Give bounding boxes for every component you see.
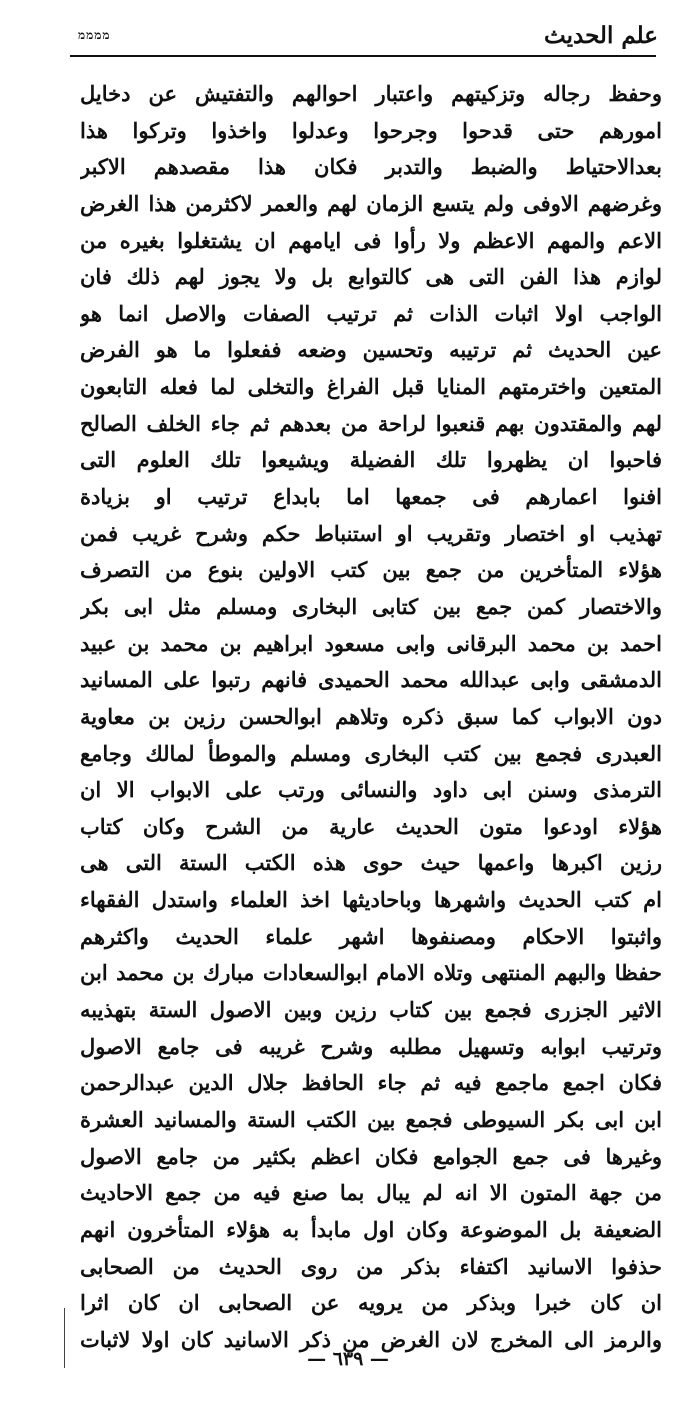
text-line: هؤلاء المتأخرين من جمع بين كتب الاولين بنوع من التصرف: [80, 557, 662, 583]
text-line: لوازم هذا الفن التى هى كالتوابع بل ولا يجوز لهم ذلك فان: [80, 264, 662, 290]
text-line: الدمشقى وابى عبدالله محمد الحميدى فانهم رتبوا على المسانيد: [80, 667, 662, 693]
text-line: فاحبوا ان يظهروا تلك الفضيلة ويشيعوا تلك العلوم التى: [80, 447, 662, 473]
text-line: حفظا والبهم المنتهى وتلاه الامام ابوالسعادات مبارك بن محمد ابن: [80, 960, 662, 986]
text-line: عين الحديث ثم ترتيبه وتحسين وضعه ففعلوا ما هو الفرض: [80, 337, 662, 363]
text-line: العبدرى فجمع بين كتب البخارى ومسلم والموطأ لمالك وجامع: [80, 740, 662, 766]
text-line: حذفوا الاسانيد اكتفاء بذكر من روى الحديث من الصحابى: [80, 1253, 662, 1279]
text-line: الواجب اولا اثبات الذات ثم ترتيب الصفات والاصل انما هو: [80, 300, 662, 326]
text-line: وترتيب ابوابه وتسهيل مطلبه وشرح غريبه فى جامع الاصول: [80, 1033, 662, 1059]
text-line: بعدالاحتياط والضبط والتدبر فكان هذا مقصدهم الاكبر: [80, 154, 662, 180]
text-line: رزين اكبرها واعمها حيث حوى هذه الكتب الستة التى هى: [80, 850, 662, 876]
text-line: الاعم والمهم الاعظم ولا رأوا فى ايامهم ان يشتغلوا بغيره من: [80, 227, 662, 253]
text-line: افنوا اعمارهم فى جمعها اما بابداع ترتيب او بزيادة: [80, 484, 662, 510]
text-line: ابن ابى بكر السيوطى فجمع بين الكتب الستة والمسانيد العشرة: [80, 1106, 662, 1132]
text-line: فكان اجمع ماجمع فيه ثم جاء الحافظ جلال الدين عبدالرحمن: [80, 1070, 662, 1096]
text-line: من جهة المتون الا انه لم يبال بما صنع فيه من جمع الاحاديث: [80, 1180, 662, 1206]
page-header: [78, 22, 658, 52]
text-line: وغرضهم الاوفى ولم يتسع الزمان لهم والعمر لاكثرمن هذا الغرض: [80, 190, 662, 216]
text-line: واثبتوا الاحكام ومصنفوها اشهر علماء الحديث واكثرهم: [80, 923, 662, 949]
text-line: ام كتب الحديث واشهرها وباحاديثها اخذ العلماء واستدل الفقهاء: [80, 887, 662, 913]
text-line: هؤلاء اودعوا متون الحديث عارية من الشرح وكان كتاب: [80, 813, 662, 839]
text-line: الاثير الجزرى فجمع بين كتاب رزين وبين الاصول الستة بتهذيبه: [80, 997, 662, 1023]
text-line: احمد بن محمد البرقانى وابى مسعود ابراهيم بن محمد بن عبيد: [80, 630, 662, 656]
text-line: وحفظ رجاله وتزكيتهم واعتبار احوالهم والتفتيش عن دخايل: [80, 81, 662, 106]
text-line: والرمز الى المخرج لان الغرض من ذكر الاسانيد كان اولا لاثبات: [80, 1326, 662, 1352]
text-line: لهم والمقتدون بهم قنعبوا لراحة من بعدهم ثم جاء الخلف الصالح: [80, 410, 662, 436]
text-line: والاختصار كمن جمع بين كتابى البخارى ومسلم مثل ابى بكر: [80, 593, 662, 619]
header-rule: [70, 55, 656, 57]
text-line: الترمذى وسنن ابى داود والنسائى ورتب على الابواب الا ان: [80, 777, 662, 803]
running-title: علم الحديث: [544, 22, 658, 49]
page-number: — ٦٣٩ —: [307, 1348, 389, 1370]
text-line: وغيرها فى جمع الجوامع فكان اعظم بكثير من جامع الاصول: [80, 1143, 662, 1169]
text-line: امورهم حتى قدحوا وجرحوا وعدلوا واخذوا وتركوا هذا: [80, 117, 662, 143]
text-line: الضعيفة بل الموضوعة وكان اول مابدأ به هؤلاء المتأخرون انهم: [80, 1216, 662, 1242]
text-line: ان كان خبرا وبذكر من يرويه عن الصحابى ان كان اثرا: [80, 1290, 662, 1316]
text-line: المتعين واخترمتهم المنايا قبل الفراغ والتخلى لما فعله التابعون: [80, 374, 662, 400]
text-line: تهذيب او اختصار وتقريب او استنباط حكم وشرح غريب فمن: [80, 520, 662, 546]
text-line: دون الابواب كما سبق ذكره وتلاهم ابوالحسن رزين بن معاوية: [80, 703, 662, 729]
body-text: [80, 76, 662, 1358]
header-ornament: ממממ: [78, 28, 111, 42]
